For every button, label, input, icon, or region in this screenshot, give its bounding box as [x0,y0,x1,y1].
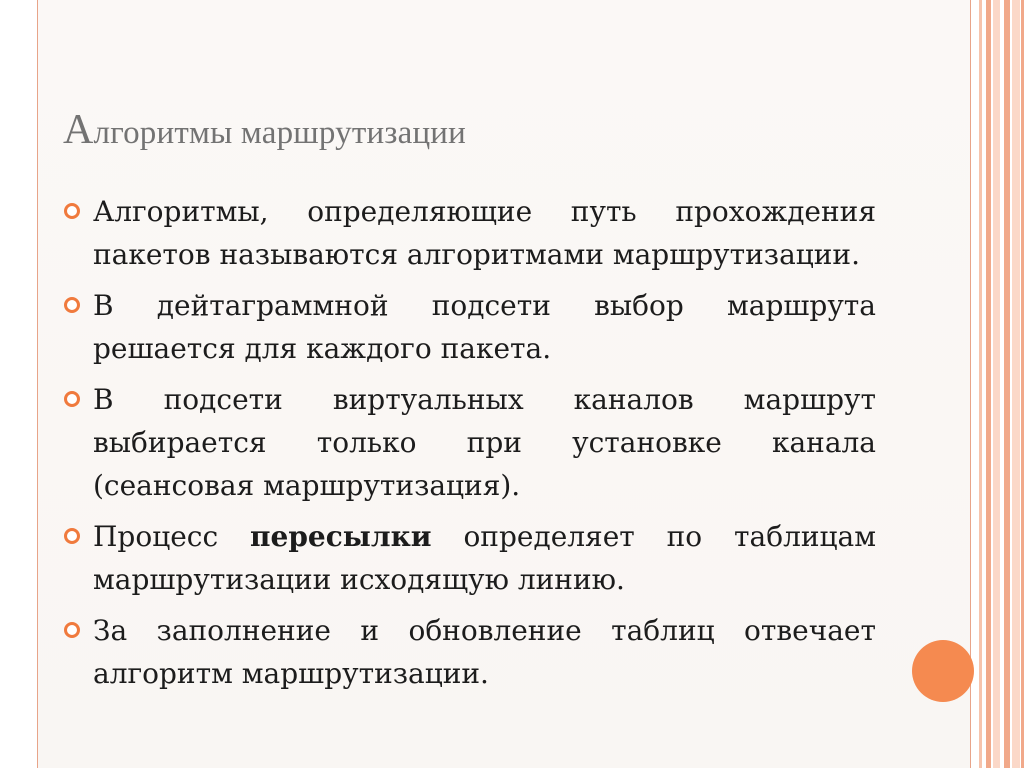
bullet-text: В дейтаграммной подсети выбор маршрута решается для каждого пакета. [93,289,876,365]
bullet-text-after: определяет по таблицам маршрутизации исходящую линию. [93,520,876,596]
bullet-circle-icon [64,297,80,313]
bullet-item [64,609,876,695]
bullet-circle-icon [64,203,80,219]
bullet-text: За заполнение и обновление таблиц отвечает алгоритм маршрутизации. [93,614,876,690]
stripe [1012,0,1020,768]
bullet-circle-icon [64,622,80,638]
decorative-circle [912,640,974,702]
bullet-item [64,190,876,276]
bullet-item [64,284,876,370]
title-rest: лгоритмы маршрутизации [93,115,467,151]
bullet-text-bold: пересылки [250,520,432,553]
bullet-item [64,378,876,507]
bullet-list [64,190,876,703]
stripe [1004,0,1010,768]
bullet-circle-icon [64,391,80,407]
bullet-item [64,515,876,601]
slide-title [63,106,923,154]
stripe [986,0,991,768]
stripe [979,0,982,768]
bullet-text: В подсети виртуальных каналов маршрут выбирается только при установке канала (сеансовая маршрутизация). [93,383,876,502]
stripe [993,0,1000,768]
decorative-stripes [972,0,1024,768]
bullet-text-before: Процесс [93,520,251,553]
bullet-circle-icon [64,528,80,544]
title-first-letter: А [63,107,94,153]
bullet-text: Алгоритмы, определяющие путь прохождения пакетов называются алгоритмами маршрутизации. [93,195,876,271]
